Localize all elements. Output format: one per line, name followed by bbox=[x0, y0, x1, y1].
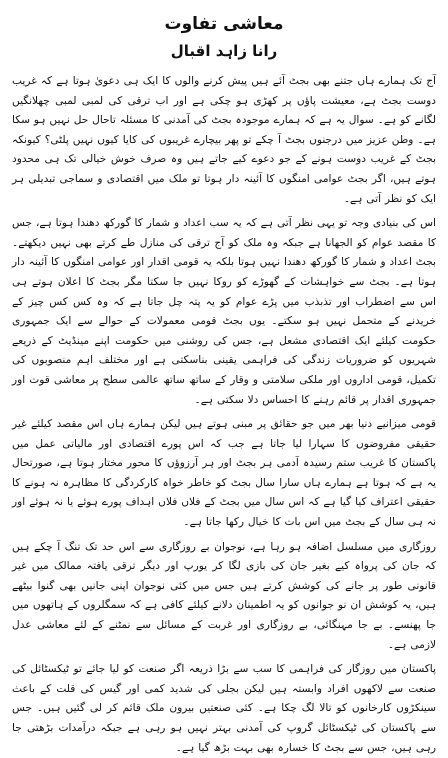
article-paragraph-5: پاکستان میں روزگار کی فراہمی کا سب سے بڑا ذریعہ اگر صنعت کو لیا جائے تو ٹیکسٹائل کی صنعت سے لاکھوں افراد وابستہ ہیں لیکن بجلی کی شدید کمی اور گیس کی قلت کے باعث سینکڑوں کارخانوں کو تالا لگ چکا ہے۔ کئی صنعتیں بیرون ملک قائم کر لی گئیں ہیں۔ جس سے پاکستان کی ٹیکسٹائل گروپ کی آمدنی بہتر نہیں ہو رہی ہے جبکہ درآمدات بڑھتی جا رہی ہیں، جس سے بجٹ کا خسارہ بھی بہت بڑھ گیا ہے۔ bbox=[12, 663, 436, 754]
article-author: رانا زاہد اقبال bbox=[170, 42, 278, 60]
article-paragraph-2: اس کی بنیادی وجہ تو یہی نظر آتی ہے کہ یہ سب اعداد و شمار کا گورکھ دھندا ہوتا ہے، جس کا مقصد عوام کو الجھانا ہے جبکہ وہ ملک کو آج ترقی کی منازل طے کرتے بھی نہیں دیکھتے۔ بجٹ اعداد و شمار کا گورکھ دھندا نہیں ہوتا بلکہ یہ قومی اقدار اور عوامی امنگوں کا آئینہ دار ہوتا ہے۔ بجٹ سے خواہشات کے گھوڑے کو روکا نہیں جا سکتا مگر بجٹ کا اعلان ہوتے ہی اس سے اضطراب اور تذبذب میں پڑے عوام کو یہ پتہ چل جاتا ہے کہ وہ کس کس چیز کے خریدنے کے متحمل نہیں ہو سکتے۔ یوں بجٹ قومی معمولات کے حوالے سے ایک جمہوری حکومت کیلئے ایک اقتصادی مشعل ہے، جس کی روشنی میں حکومت اپنے مینڈیٹ کے ذریعے شہریوں کو ضروریات زندگی کی فراہمی یقینی بناسکتی ہے اور مختلف اہم منصوبوں کی تکمیل، قومی اداروں اور ملکی سلامتی و وقار کے ساتھ ساتھ عالمی سطح پر معاشی قوت اور جمہوری اقدار پر قائم رہنے کا احساس دلا سکتی ہے۔ bbox=[12, 217, 436, 406]
article-paragraph-3: قومی میزانیے دنیا بھر میں جو حقائق پر مبنی ہوتے ہیں لیکن ہمارے ہاں اس مقصد کیلئے غیر حقیقی مفروضوں کا سہارا لیا جاتا ہے جب کہ اس پورے اقتصادی اور مالیاتی عمل میں پاکستان کا غریب ستم رسیدہ آدمی ہر بجٹ اور ہر آرزوؤں کا محور مختار ہوتا ہے، صورتحال یہ ہے کہ ہوتا ہے ہمارے ہاں سارا سال بجٹ کو خاطر خواہ کارکردگی کا مظاہرہ نہ ہونے کا حقیقی اعتراف کیا گیا ہے کہ اس سال میں بجٹ کے فلاں فلاں اہداف پورے ہوئے یا نہ ہوئے اور نہ ہی سال کے بجٹ میں اس بات کا خیال رکھا جاتا ہے۔ bbox=[12, 418, 436, 529]
article-title: معاشی تفاوت bbox=[164, 14, 284, 34]
article-paragraph-4: روزگاری میں مسلسل اضافہ ہو رہا ہے، نوجوان بے روزگاری سے اس حد تک تنگ آ چکے ہیں کہ جان کی پرواہ کیے بغیر جان کی بازی لگا کر یورپ اور دیگر ترقی یافتہ ممالک میں غیر قانونی طور پر جانے کی کوشش کرتے ہیں جس میں کئی نوجوان اپنی جانیں بھی گنوا بیٹھے ہیں، یہ کوشش ان نو جوانوں کو یہ اطمینان دلانے کیلئے کافی ہے کہ سمگلروں کے ہاتھوں میں جا پھنسے۔ بے جا مہنگائی، بے روزگاری اور غربت کے مسائل سے نمٹنے کے لئے معاشی عدل لازمی ہے۔ bbox=[12, 540, 436, 651]
article-paragraph-1: آج تک ہمارے ہاں جتنے بھی بجٹ آئے ہیں پیش کرنے والوں کا ایک ہی دعویٰ ہوتا ہے کہ غریب دوست بجٹ ہے، معیشت پاؤں پر کھڑی ہو چکی ہے اور اب ترقی کی لمبی لمبی چھلانگیں لگانے کو ہے۔ سوال یہ ہے کہ ہمارے موجودہ بجٹ کی آمدنی کا مسئلہ تاحال حل نہیں ہو سکا ہے۔ وطن عزیز میں درجنوں بجٹ آ چکے تو پھر بیچارے غریبوں کی کایا کیوں نہیں پلٹی؟ کیونکہ بجٹ کے غریب دوست ہونے کے جو دعوے کیے جاتے ہیں وہ صرف خوش خیالی تک ہی محدود ہوتے ہیں، اگر بجٹ عوامی امنگوں کا آئینہ دار ہوتا تو ملک میں اقتصادی و سماجی تبدیلی ہر ایک کو نظر آتی ہے۔ bbox=[12, 75, 436, 205]
